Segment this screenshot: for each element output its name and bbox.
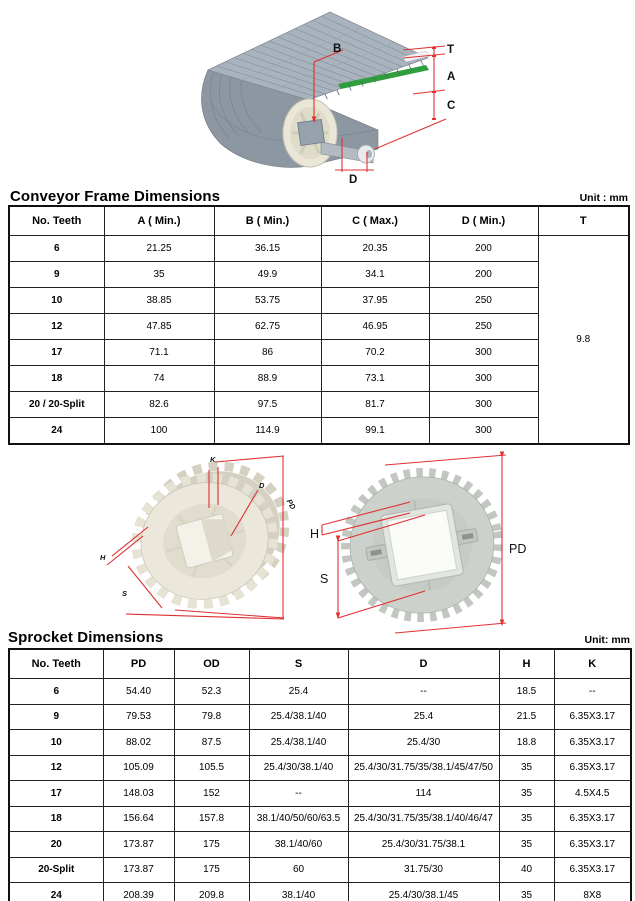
table-cell: 25.4/30/38.1/45 [348, 883, 499, 901]
table-cell: 173.87 [103, 857, 174, 883]
column-header: D [348, 649, 499, 679]
table-cell: 148.03 [103, 781, 174, 807]
table-cell: 114.9 [214, 418, 321, 445]
table-cell: 6.35X3.17 [554, 755, 631, 781]
table-cell-t-merged: 9.8 [538, 236, 629, 445]
table-cell: 114 [348, 781, 499, 807]
table-cell: 47.85 [104, 314, 214, 340]
table-cell: 25.4/38.1/40 [249, 730, 348, 756]
table-cell: 38.1/40/50/60/63.5 [249, 806, 348, 832]
table-cell: 53.75 [214, 288, 321, 314]
column-header: C ( Max.) [321, 206, 429, 236]
table-cell: 62.75 [214, 314, 321, 340]
table-row [9, 314, 629, 340]
table-cell: 10 [9, 730, 103, 756]
table-cell: 6.35X3.17 [554, 704, 631, 730]
table-cell: 250 [429, 288, 538, 314]
table-cell: 6.35X3.17 [554, 857, 631, 883]
table-row [9, 781, 631, 807]
table-cell: 12 [9, 755, 103, 781]
table-cell: 24 [9, 883, 103, 901]
table-cell: 46.95 [321, 314, 429, 340]
table-cell: 37.95 [321, 288, 429, 314]
table-cell: 38.85 [104, 288, 214, 314]
table-row [9, 418, 629, 445]
square-hub [298, 119, 325, 145]
table-row [9, 366, 629, 392]
table-cell: 35 [499, 806, 554, 832]
table-cell: 25.4/30 [348, 730, 499, 756]
table-cell: 40 [499, 857, 554, 883]
sprocket-front-diagram [310, 443, 580, 640]
table-cell: 88.9 [214, 366, 321, 392]
column-header: No. Teeth [9, 206, 104, 236]
table-cell: 175 [174, 857, 249, 883]
table-cell: 20.35 [321, 236, 429, 262]
dim-label-h: H [310, 527, 320, 541]
table-cell: 74 [104, 366, 214, 392]
table-cell: 21.5 [499, 704, 554, 730]
column-header: S [249, 649, 348, 679]
table-cell: 25.4/30/31.75/35/38.1/45/47/50 [348, 755, 499, 781]
table-cell: 209.8 [174, 883, 249, 901]
table-cell: 17 [9, 781, 103, 807]
table-cell: 35 [499, 781, 554, 807]
table-cell: 36.15 [214, 236, 321, 262]
table-cell: -- [554, 679, 631, 705]
table-cell: 6.35X3.17 [554, 730, 631, 756]
table-cell: -- [348, 679, 499, 705]
dim-label-s: S [320, 572, 329, 586]
table-cell: 300 [429, 418, 538, 445]
column-header: PD [103, 649, 174, 679]
table-cell: 71.1 [104, 340, 214, 366]
table-row [9, 392, 629, 418]
table-cell: 208.39 [103, 883, 174, 901]
table-cell: 20 [9, 832, 103, 858]
table-cell: 20 / 20-Split [9, 392, 104, 418]
table-cell: 20-Split [9, 857, 103, 883]
table-cell: 79.8 [174, 704, 249, 730]
square-bore-opening [387, 510, 457, 580]
table-row [9, 857, 631, 883]
conveyor-section-title: Conveyor Frame Dimensions [10, 188, 221, 205]
table-cell: 25.4 [249, 679, 348, 705]
table-cell: 250 [429, 314, 538, 340]
table-row [9, 262, 629, 288]
table-cell: 156.64 [103, 806, 174, 832]
column-header: K [554, 649, 631, 679]
table-cell: 25.4/30/31.75/35/38.1/40/46/47 [348, 806, 499, 832]
table-cell: 12 [9, 314, 104, 340]
sprocket-section-title: Sprocket Dimensions [8, 629, 164, 646]
table-cell: 88.02 [103, 730, 174, 756]
table-row [9, 679, 631, 705]
table-cell: 73.1 [321, 366, 429, 392]
table-cell: 152 [174, 781, 249, 807]
table-cell: 35 [104, 262, 214, 288]
conveyor-unit-label: Unit : mm [579, 192, 628, 204]
dim-label-c: C [447, 100, 456, 112]
table-cell: 6 [9, 236, 104, 262]
conveyor-frame-table [8, 205, 630, 445]
table-cell: -- [249, 781, 348, 807]
table-cell: 81.7 [321, 392, 429, 418]
table-cell: 300 [429, 392, 538, 418]
table-cell: 87.5 [174, 730, 249, 756]
table-cell: 17 [9, 340, 104, 366]
table-cell: 38.1/40 [249, 883, 348, 901]
table-cell: 79.53 [103, 704, 174, 730]
table-cell: 200 [429, 262, 538, 288]
column-header: T [538, 206, 629, 236]
table-cell: 9 [9, 262, 104, 288]
table-cell: 97.5 [214, 392, 321, 418]
table-row [9, 704, 631, 730]
column-header: OD [174, 649, 249, 679]
table-cell: 4.5X4.5 [554, 781, 631, 807]
sprocket-unit-label: Unit: mm [584, 634, 630, 646]
table-cell: 54.40 [103, 679, 174, 705]
table-cell: 6 [9, 679, 103, 705]
column-header: D ( Min.) [429, 206, 538, 236]
table-row [9, 730, 631, 756]
dim-label-s-left: S [122, 589, 128, 598]
table-row [9, 832, 631, 858]
table-cell: 86 [214, 340, 321, 366]
table-header-row [9, 206, 629, 236]
table-cell: 49.9 [214, 262, 321, 288]
dim-label-bore-d: D [259, 481, 265, 490]
table-row [9, 236, 629, 262]
table-cell: 8X8 [554, 883, 631, 901]
column-header: A ( Min.) [104, 206, 214, 236]
column-header: No. Teeth [9, 649, 103, 679]
table-cell: 6.35X3.17 [554, 806, 631, 832]
table-row [9, 288, 629, 314]
table-cell: 105.5 [174, 755, 249, 781]
table-cell: 25.4 [348, 704, 499, 730]
column-header: H [499, 649, 554, 679]
table-cell: 175 [174, 832, 249, 858]
table-cell: 35 [499, 755, 554, 781]
table-cell: 18 [9, 806, 103, 832]
table-cell: 157.8 [174, 806, 249, 832]
dim-label-b: B [333, 43, 342, 55]
dim-label-pd-left: PD [284, 497, 298, 512]
table-cell: 82.6 [104, 392, 214, 418]
table-cell: 25.4/30/38.1/40 [249, 755, 348, 781]
table-cell: 99.1 [321, 418, 429, 445]
table-row [9, 806, 631, 832]
table-row [9, 340, 629, 366]
dim-label-a: A [447, 71, 456, 83]
sprocket-dimensions-table [8, 648, 632, 901]
dim-label-t: T [447, 44, 455, 56]
table-cell: 18.8 [499, 730, 554, 756]
table-cell: 6.35X3.17 [554, 832, 631, 858]
table-cell: 25.4/30/31.75/38.1 [348, 832, 499, 858]
sprocket-iso-diagram [88, 448, 338, 630]
table-cell: 21.25 [104, 236, 214, 262]
dim-label-pd: PD [509, 542, 527, 556]
table-cell: 35 [499, 883, 554, 901]
dim-label-h-left: H [100, 553, 106, 562]
table-cell: 18.5 [499, 679, 554, 705]
table-row [9, 755, 631, 781]
table-header-row [9, 649, 631, 679]
table-cell: 10 [9, 288, 104, 314]
table-cell: 9 [9, 704, 103, 730]
table-cell: 300 [429, 340, 538, 366]
table-cell: 31.75/30 [348, 857, 499, 883]
table-cell: 18 [9, 366, 104, 392]
table-cell: 300 [429, 366, 538, 392]
dim-label-k: K [210, 455, 216, 464]
table-cell: 34.1 [321, 262, 429, 288]
table-cell: 25.4/38.1/40 [249, 704, 348, 730]
column-header: B ( Min.) [214, 206, 321, 236]
table-cell: 52.3 [174, 679, 249, 705]
table-cell: 173.87 [103, 832, 174, 858]
table-cell: 38.1/40/60 [249, 832, 348, 858]
table-cell: 200 [429, 236, 538, 262]
table-cell: 60 [249, 857, 348, 883]
table-cell: 35 [499, 832, 554, 858]
table-cell: 70.2 [321, 340, 429, 366]
table-row [9, 883, 631, 901]
conveyor-belt-diagram [163, 2, 481, 188]
table-cell: 100 [104, 418, 214, 445]
table-cell: 24 [9, 418, 104, 445]
table-cell: 105.09 [103, 755, 174, 781]
dim-label-d: D [349, 174, 358, 186]
